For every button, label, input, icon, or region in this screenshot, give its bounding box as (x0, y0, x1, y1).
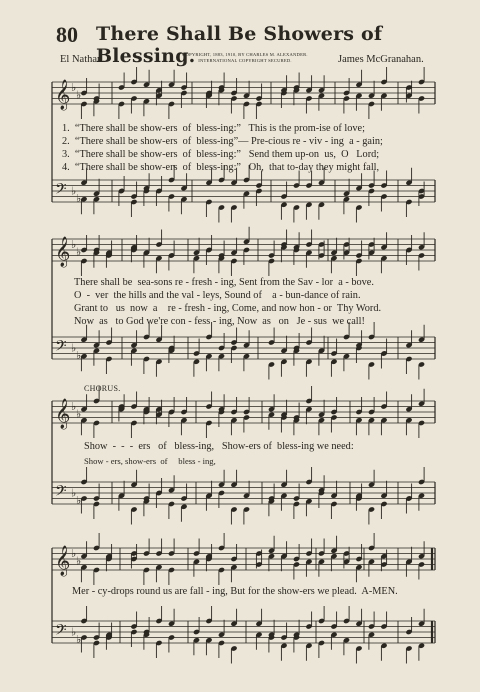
bass-clef: 𝄢 (55, 180, 67, 202)
flat-sign: ♭ (76, 349, 82, 362)
flat-sign: ♭ (76, 88, 82, 102)
treble-clef: 𝄞 (55, 399, 71, 429)
verse-line: 4. “There shall be show-ers of bless-ing:” Oh, that to-day they might fall, (62, 162, 380, 173)
flat-sign: ♭ (76, 554, 82, 568)
treble-clef: 𝄞 (55, 546, 71, 576)
flat-sign: ♭ (71, 341, 77, 355)
verse-line: 2. “There shall be show-ers of bless-ing”— Pre-cious re - viv - ing a - gain; (62, 136, 383, 147)
bass-clef: 𝄢 (55, 337, 67, 359)
verse-line: Now as to God we're con - fess - ing, Now as on Je - sus we call! (74, 316, 365, 327)
flat-sign: ♭ (71, 184, 77, 198)
flat-sign: ♭ (76, 192, 82, 205)
flat-sign: ♭ (71, 399, 77, 413)
chorus-line: Mer - cy-drops round us are fall - ing, But for the show-ers we plead. A-MEN. (72, 586, 398, 597)
flat-sign: ♭ (71, 80, 77, 94)
flat-sign: ♭ (76, 494, 82, 507)
flat-sign: ♭ (71, 486, 77, 500)
verse-line: 1. “There shall be show-ers of bless-ing:” This is the prom-ise of love; (62, 123, 365, 134)
copyright-line: COPYRIGHT, 1883, 1910, BY CHARLES M. ALEXANDER. (182, 52, 308, 57)
treble-clef: 𝄞 (55, 80, 71, 110)
flat-sign: ♭ (71, 546, 77, 560)
chorus-line: Show - - - ers of bless-ing, Show-ers of bless-ing we need: (84, 441, 354, 452)
copyright-notice (150, 52, 340, 64)
author-credit: El Nathan. (60, 54, 105, 65)
flat-sign: ♭ (71, 625, 77, 639)
copyright-line: INTERNATIONAL COPYRIGHT SECURED. (198, 58, 292, 63)
flat-sign: ♭ (71, 237, 77, 251)
verse-line: 3. “There shall be show-ers of bless-ing:” Send them up-on us, O Lord; (62, 149, 380, 160)
treble-clef: 𝄞 (55, 237, 71, 267)
bass-clef: 𝄢 (55, 482, 67, 504)
hymn-number: 80 (56, 22, 78, 47)
composer-credit: James McGranahan. (338, 54, 424, 65)
bass-clef: 𝄢 (55, 621, 67, 643)
flat-sign: ♭ (76, 407, 82, 421)
flat-sign: ♭ (76, 245, 82, 259)
chorus-line: Show - ers, show-ers of bless - ing, (84, 456, 216, 466)
verse-line: Grant to us now a re - fresh - ing, Come, and now hon - or Thy Word. (74, 303, 382, 314)
verse-line: O - ver the hills and the val - leys, Sound of a - bun-dance of rain. (74, 290, 361, 301)
flat-sign: ♭ (76, 633, 82, 646)
hymn-title: There Shall Be Showers of Blessing. (96, 23, 383, 67)
chorus-label: CHORUS. (84, 384, 121, 393)
verse-line: There shall be sea-sons re - fresh - ing, Sent from the Sav - lor a - bove. (74, 277, 374, 288)
